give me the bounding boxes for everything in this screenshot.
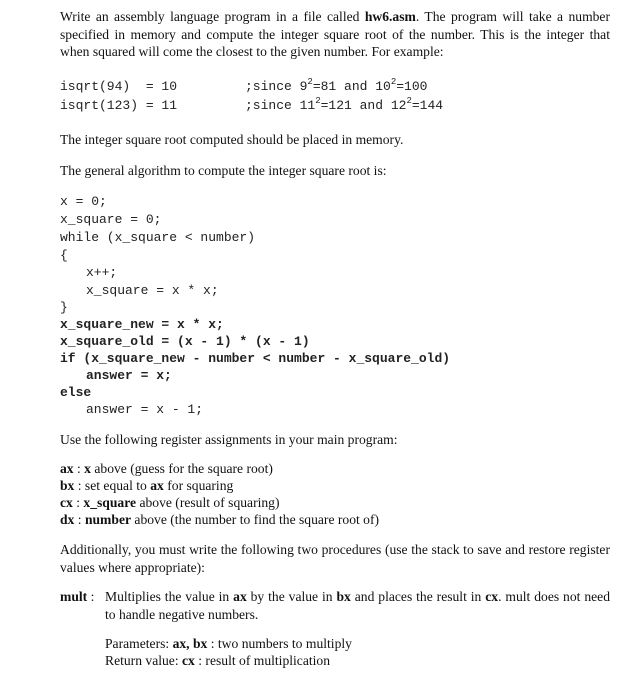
- example-call-1: isqrt(94) = 10: [60, 79, 178, 94]
- example-comment-1: ;since $9^2=81$ and $10^2=100$: [245, 76, 428, 94]
- register-item-bx: bx : set equal to ax for squaring: [60, 478, 234, 493]
- intro-paragraph: [60, 8, 610, 61]
- code-line-7: }: [60, 300, 68, 315]
- mult-return-value: Return value: cx : result of multiplication: [105, 653, 331, 668]
- filename: hw6.asm: [364, 9, 416, 24]
- example-call-2: isqrt(123) = 11: [60, 98, 178, 113]
- code-line-12: else: [60, 385, 92, 400]
- mult-label: mult :: [60, 589, 95, 604]
- code-line-2: x_square = 0;: [60, 212, 162, 227]
- mult-description: Multiplies the value in ax by the value in bx and places the result in cx. mult does not need to handle negative numbers.: [105, 589, 610, 622]
- register-item-dx: dx : number above (the number to find the square root of): [60, 512, 380, 527]
- register-item-cx: cx : x_square above (result of squaring): [60, 495, 280, 510]
- intro-text-2: . The program will take a number specified in memory and compute the integer square root of the number. This is the integer that when squared will come the closest to the given number. For example:: [60, 9, 610, 59]
- mult-parameters: Parameters: ax, bx : two numbers to multiply: [105, 636, 352, 651]
- procedures-intro: Additionally, you must write the following two procedures (use the stack to save and restore register values where appropriate):: [60, 542, 610, 575]
- algorithm-intro: The general algorithm to compute the integer square root is:: [60, 163, 387, 178]
- code-line-9: x_square_old = (x - 1) * (x - 1): [60, 334, 310, 349]
- intro-text-1: Write an assembly language program in a file called: [60, 9, 365, 24]
- code-line-8: x_square_new = x * x;: [60, 317, 224, 332]
- code-line-5: x++;: [86, 265, 118, 280]
- code-line-11: answer = x;: [86, 368, 172, 383]
- code-line-6: x_square = x * x;: [86, 283, 219, 298]
- code-line-4: {: [60, 248, 68, 263]
- register-intro: Use the following register assignments in your main program:: [60, 432, 398, 447]
- code-line-3: while (x_square < number): [60, 230, 256, 245]
- code-line-13: answer = x - 1;: [86, 402, 204, 417]
- register-item-ax: ax : x above (guess for the square root): [60, 461, 273, 476]
- code-line-10: if (x_square_new - number < number - x_square_old): [60, 351, 451, 366]
- memory-note: The integer square root computed should be placed in memory.: [60, 132, 404, 147]
- code-line-1: x = 0;: [60, 194, 107, 209]
- example-comment-2: ;since $11^2=121$ and $12^2=144$: [245, 95, 444, 113]
